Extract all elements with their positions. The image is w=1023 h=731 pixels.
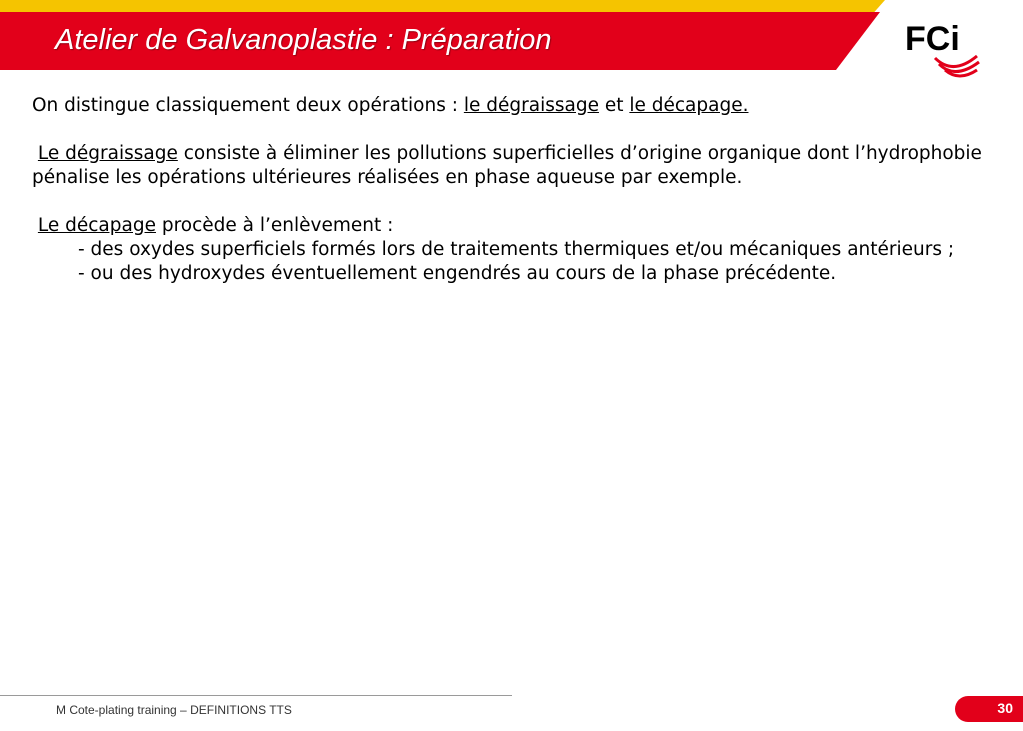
- intro-paragraph: [32, 94, 1007, 118]
- term-decapage: le décapage.: [629, 95, 749, 116]
- decapage-item-1: - des oxydes superficiels formés lors de traitements thermiques et/ou mécaniques antérieurs ;: [78, 239, 955, 260]
- intro-prefix: On distingue classiquement deux opérations :: [32, 95, 464, 116]
- slide-content: [32, 94, 1007, 286]
- intro-mid: et: [598, 95, 630, 116]
- term-degraissage: le dégraissage: [463, 95, 599, 116]
- degraissage-text: consiste à éliminer les pollutions superficielles d’origine organique dont l’hydrophobie pénalise les opérations ultérieures réalisées en phase aqueuse par exemple.: [32, 143, 982, 188]
- decapage-term: Le décapage: [37, 215, 156, 236]
- slide-title: Atelier de Galvanoplastie : Préparation: [55, 24, 552, 56]
- decapage-text: procède à l’enlèvement :: [155, 215, 394, 236]
- decapage-item-2: - ou des hydroxydes éventuellement engendrés au cours de la phase précédente.: [78, 263, 837, 284]
- fci-logo-icon: [905, 18, 985, 80]
- page-number: 30: [997, 700, 1013, 716]
- spacer: [32, 190, 1007, 214]
- logo-text: FCi: [905, 20, 960, 58]
- footer-divider: [0, 695, 512, 696]
- spacer: [32, 118, 1007, 142]
- decapage-paragraph: [32, 214, 1007, 238]
- degraissage-paragraph: [32, 142, 1007, 190]
- footer-text: M Cote-plating training – DEFINITIONS TTS: [56, 703, 292, 717]
- degraissage-term: Le dégraissage: [37, 143, 178, 164]
- header-yellow-band: [0, 0, 885, 12]
- page-number-badge: [955, 696, 1023, 722]
